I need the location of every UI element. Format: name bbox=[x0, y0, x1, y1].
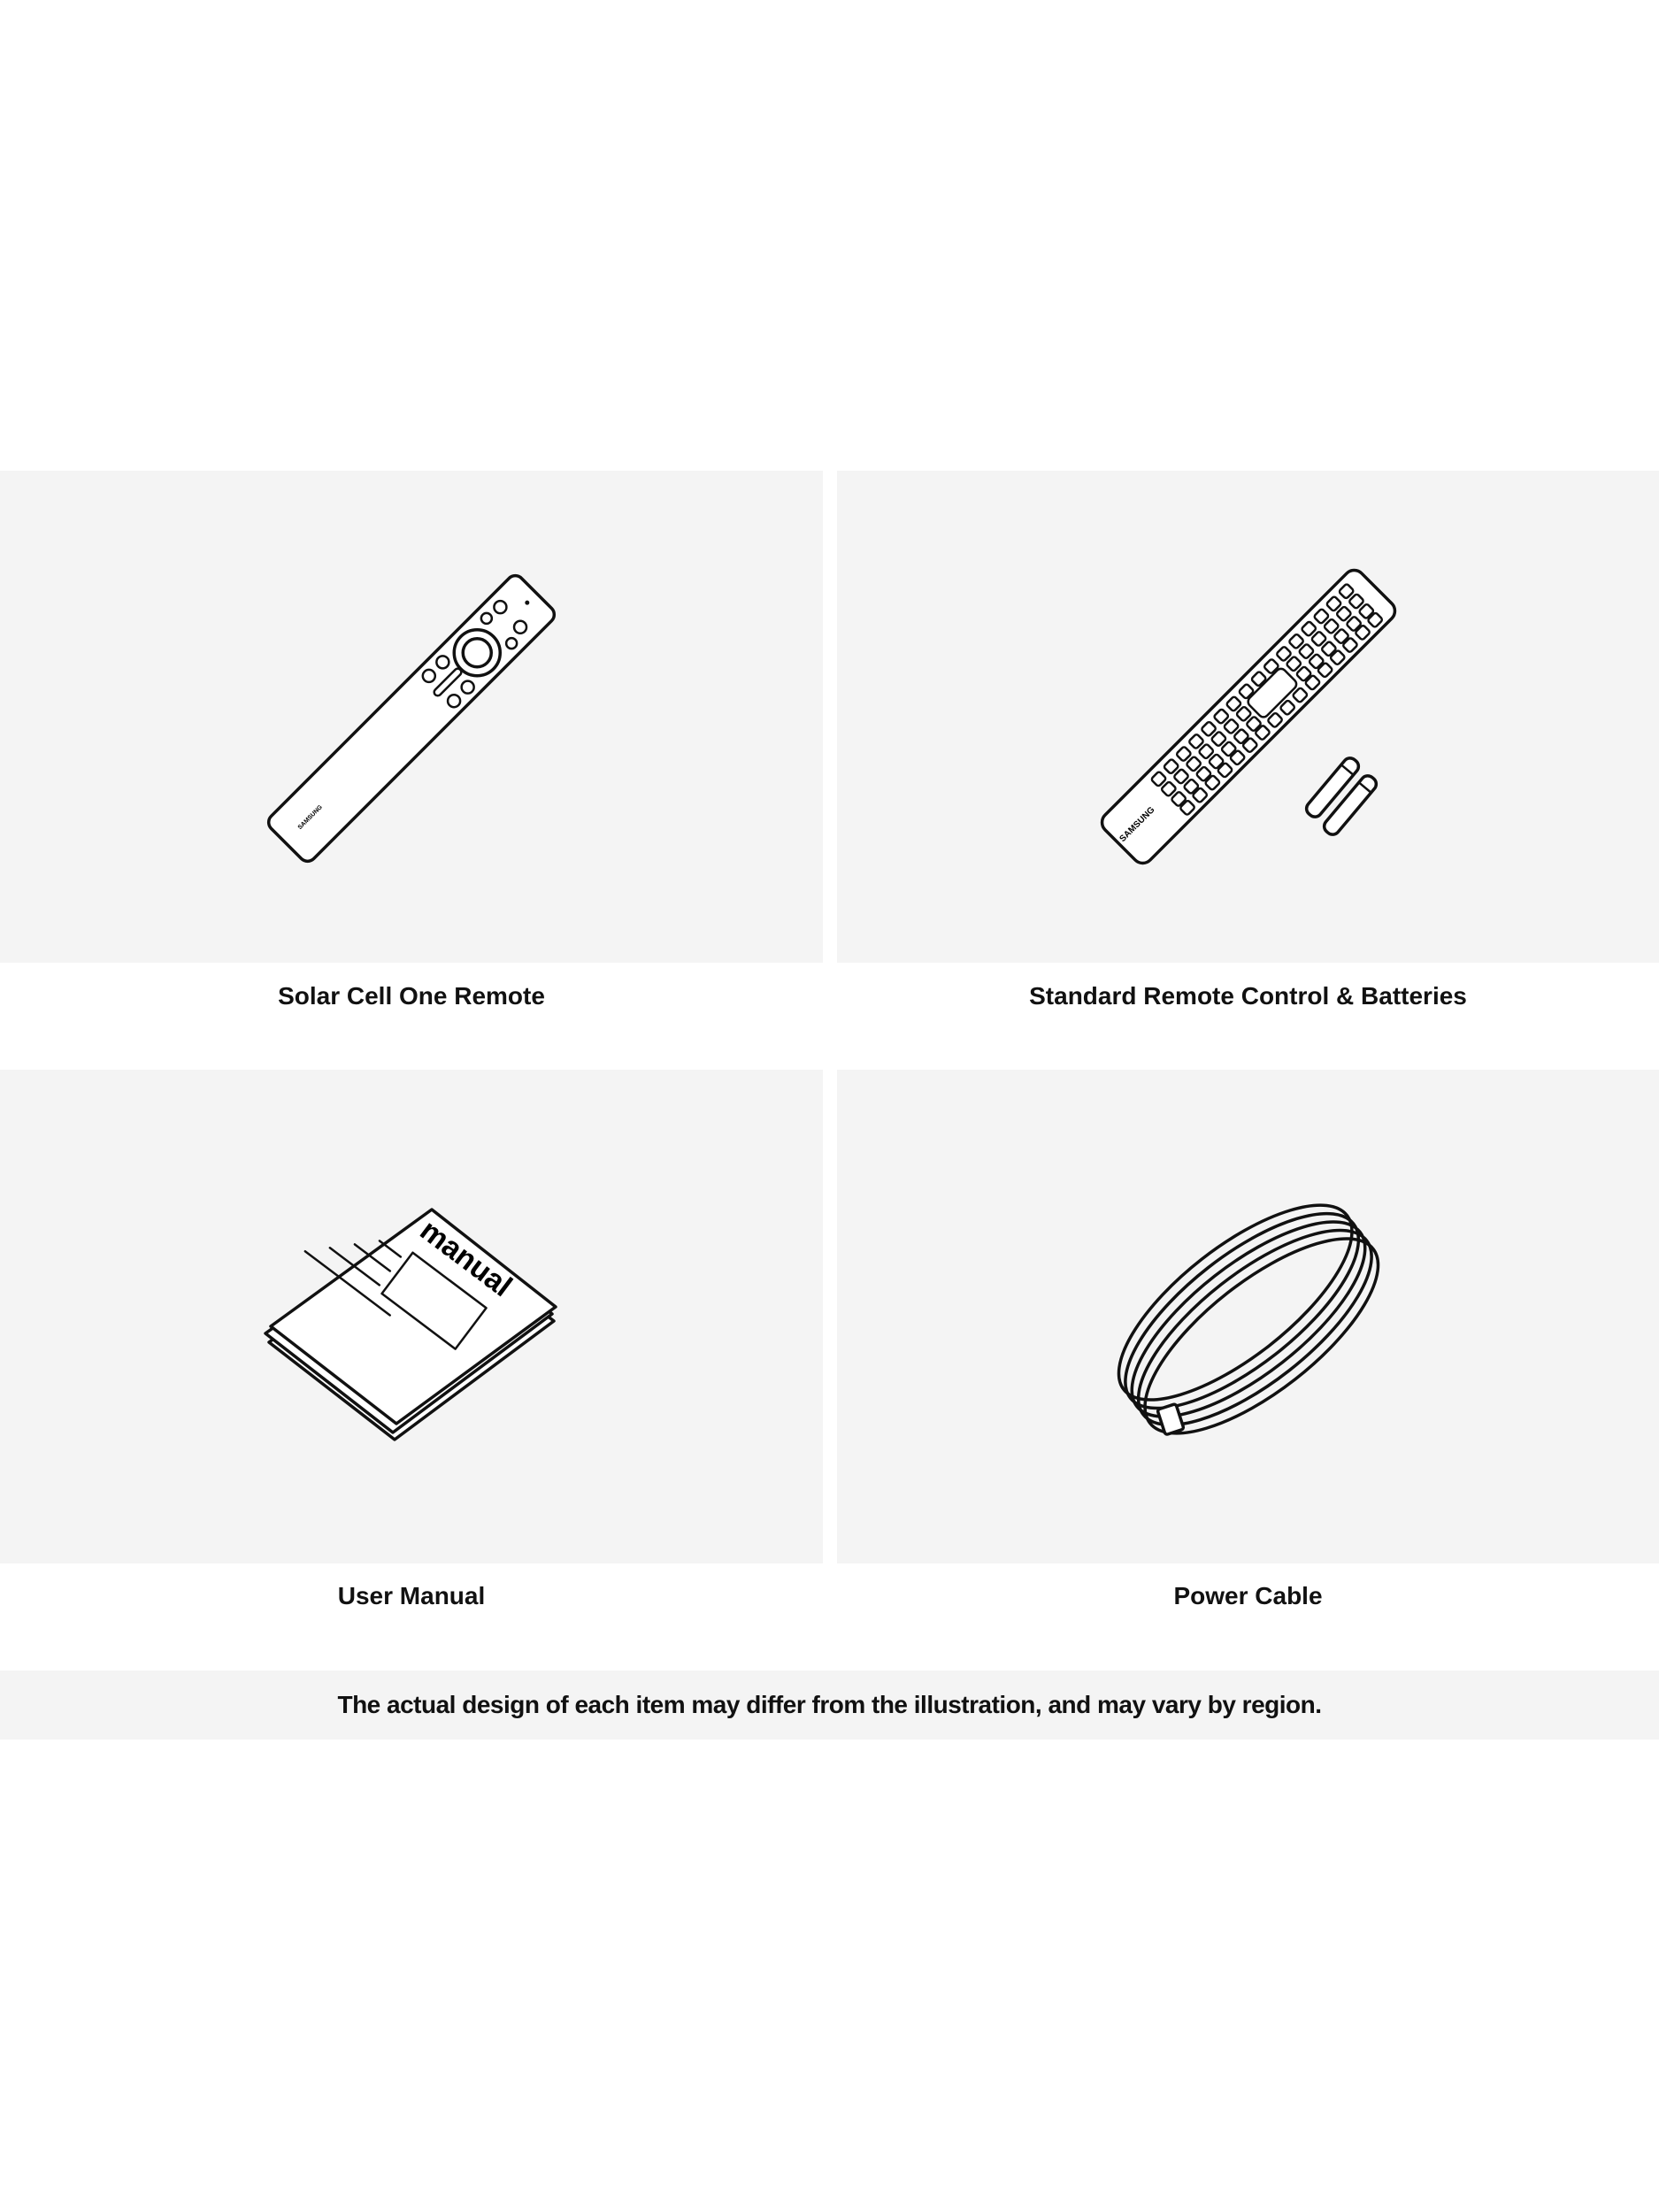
item-label-user-manual: User Manual bbox=[337, 1582, 486, 1609]
power-cable-icon bbox=[837, 1070, 1659, 1563]
manual-cover-title: manual bbox=[413, 1213, 518, 1304]
standard-remote-brand: SAMSUNG bbox=[1118, 805, 1157, 844]
standard-remote-icon bbox=[837, 471, 1659, 963]
disclaimer-text: The actual design of each item may differ from the illustration, and may vary by region. bbox=[0, 1671, 1659, 1740]
item-panel-power-cable bbox=[837, 1070, 1659, 1563]
user-manual-icon bbox=[0, 1070, 823, 1563]
solar-remote-icon bbox=[0, 471, 823, 963]
item-panel-user-manual bbox=[0, 1070, 823, 1563]
item-label-standard-remote: Standard Remote Control & Batteries bbox=[1029, 982, 1467, 1010]
solar-remote-brand: SAMSUNG bbox=[296, 803, 324, 832]
item-label-solar-remote: Solar Cell One Remote bbox=[278, 982, 545, 1010]
battery-icon bbox=[1303, 756, 1379, 838]
item-panel-standard-remote bbox=[837, 471, 1659, 963]
item-label-power-cable: Power Cable bbox=[1173, 1582, 1323, 1609]
item-panel-solar-remote bbox=[0, 471, 823, 963]
